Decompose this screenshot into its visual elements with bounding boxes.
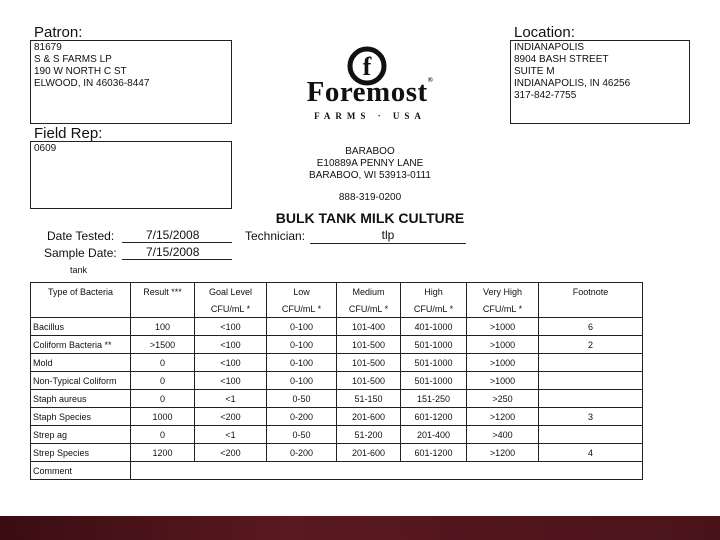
report-title: BULK TANK MILK CULTURE <box>275 210 465 226</box>
table-cell <box>539 426 643 444</box>
table-cell: 0 <box>131 354 195 372</box>
table-cell: 0 <box>131 390 195 408</box>
table-cell: 4 <box>539 444 643 462</box>
header-cell: Low <box>267 283 337 301</box>
bacteria-name-cell: Mold <box>31 354 131 372</box>
table-cell: 0-200 <box>267 444 337 462</box>
table-cell: >1500 <box>131 336 195 354</box>
table-cell: <1 <box>195 426 267 444</box>
table-cell: >1200 <box>467 444 539 462</box>
lab-line: BARABOO <box>345 146 395 157</box>
table-cell: 501-1000 <box>401 372 467 390</box>
bacteria-name-cell: Coliform Bacteria ** <box>31 336 131 354</box>
lab-phone: 888-319-0200 <box>338 192 402 203</box>
table-cell: 0 <box>131 372 195 390</box>
logo-subtitle: FARMS · USA <box>314 111 426 121</box>
field-rep-box <box>30 141 232 209</box>
table-cell: 0 <box>131 426 195 444</box>
table-cell: 501-1000 <box>401 354 467 372</box>
footer-bar <box>0 516 720 540</box>
header-cell: High <box>401 283 467 301</box>
table-cell: <100 <box>195 318 267 336</box>
logo-wordmark <box>299 76 441 109</box>
bacteria-name-cell: Staph aureus <box>31 390 131 408</box>
location-label: Location: <box>514 24 575 41</box>
table-row <box>31 426 643 444</box>
header-cell: Footnote <box>539 283 643 301</box>
table-cell <box>539 372 643 390</box>
table-row <box>31 444 643 462</box>
table-units-row <box>31 300 643 318</box>
patron-label: Patron: <box>34 24 83 41</box>
header-cell: Goal Level <box>195 283 267 301</box>
bacteria-name-cell: Bacillus <box>31 318 131 336</box>
table-row <box>31 318 643 336</box>
unit-cell <box>31 300 131 318</box>
bacteria-name-cell: Strep ag <box>31 426 131 444</box>
header-cell: Medium <box>337 283 401 301</box>
lab-address <box>250 146 490 204</box>
lab-line: BARABOO, WI 53913-0111 <box>309 170 431 181</box>
table-cell: <200 <box>195 444 267 462</box>
table-header-row <box>31 283 643 301</box>
table-cell: >1000 <box>467 336 539 354</box>
table-row <box>31 336 643 354</box>
table-cell: 401-1000 <box>401 318 467 336</box>
sample-date-label: Sample Date: <box>44 246 117 260</box>
patron-line: ELWOOD, IN 46036-8447 <box>34 78 150 89</box>
table-cell: 0-50 <box>267 426 337 444</box>
field-rep-value: 0609 <box>34 143 57 154</box>
unit-cell <box>131 300 195 318</box>
logo-glyph: f <box>362 52 372 81</box>
comment-cell <box>131 462 643 480</box>
table-cell <box>539 390 643 408</box>
table-cell: 2 <box>539 336 643 354</box>
table-cell: <100 <box>195 354 267 372</box>
location-line: SUITE M <box>514 66 555 77</box>
unit-cell: CFU/mL * <box>401 300 467 318</box>
patron-box <box>30 40 232 124</box>
field-rep-label: Field Rep: <box>34 125 103 142</box>
unit-cell: CFU/mL * <box>467 300 539 318</box>
table-cell: <100 <box>195 336 267 354</box>
table-cell: 101-500 <box>337 354 401 372</box>
bacteria-name-cell: Strep Species <box>31 444 131 462</box>
technician-value: tlp <box>310 228 466 244</box>
header-cell: Result *** <box>131 283 195 301</box>
table-cell: <1 <box>195 390 267 408</box>
table-cell: >250 <box>467 390 539 408</box>
table-cell: 0-100 <box>267 372 337 390</box>
table-cell: 100 <box>131 318 195 336</box>
table-cell: 0-100 <box>267 318 337 336</box>
table-cell <box>539 354 643 372</box>
date-tested-value: 7/15/2008 <box>122 228 232 243</box>
location-line: 8904 BASH STREET <box>514 54 609 65</box>
bacteria-name-cell: Staph Species <box>31 408 131 426</box>
sample-date-value: 7/15/2008 <box>122 245 232 260</box>
header-cell: Type of Bacteria <box>31 283 131 301</box>
location-line: 317-842-7755 <box>514 90 577 101</box>
date-tested-label: Date Tested: <box>47 229 115 243</box>
table-cell: 0-100 <box>267 354 337 372</box>
table-cell: >1000 <box>467 372 539 390</box>
table-cell: 101-500 <box>337 372 401 390</box>
table-cell: 151-250 <box>401 390 467 408</box>
table-cell: 101-500 <box>337 336 401 354</box>
table-cell: 201-600 <box>337 444 401 462</box>
logo-word: Foremost <box>306 76 428 108</box>
patron-line: S & S FARMS LP <box>34 54 112 65</box>
table-cell: <200 <box>195 408 267 426</box>
table-cell: 101-400 <box>337 318 401 336</box>
technician-label: Technician: <box>245 229 306 243</box>
table-cell: >400 <box>467 426 539 444</box>
location-line: INDIANAPOLIS <box>514 42 585 53</box>
unit-cell: CFU/mL * <box>337 300 401 318</box>
table-cell: >1200 <box>467 408 539 426</box>
table-cell: <100 <box>195 372 267 390</box>
culture-table <box>30 282 643 480</box>
unit-cell <box>539 300 643 318</box>
bacteria-name-cell: Non-Typical Coliform <box>31 372 131 390</box>
unit-cell: CFU/mL * <box>267 300 337 318</box>
lab-line: E10889A PENNY LANE <box>316 158 424 169</box>
table-row <box>31 390 643 408</box>
table-cell: 501-1000 <box>401 336 467 354</box>
table-cell: 1000 <box>131 408 195 426</box>
table-cell: 1200 <box>131 444 195 462</box>
table-cell: 201-400 <box>401 426 467 444</box>
registered-mark: ® <box>427 76 434 84</box>
patron-line: 190 W NORTH C ST <box>34 66 127 77</box>
comment-row <box>31 462 643 480</box>
table-cell: 601-1200 <box>401 408 467 426</box>
unit-cell: CFU/mL * <box>195 300 267 318</box>
table-cell: 201-600 <box>337 408 401 426</box>
table-cell: 6 <box>539 318 643 336</box>
table-cell: 0-200 <box>267 408 337 426</box>
header-cell: Very High <box>467 283 539 301</box>
table-body <box>31 318 643 462</box>
table-cell: >1000 <box>467 354 539 372</box>
location-box <box>510 40 690 124</box>
table-cell: 601-1200 <box>401 444 467 462</box>
table-cell: 0-100 <box>267 336 337 354</box>
location-line: INDIANAPOLIS, IN 46256 <box>514 78 631 89</box>
comment-label: Comment <box>31 462 131 480</box>
table-row <box>31 408 643 426</box>
sample-type: tank <box>70 265 88 275</box>
patron-line: 81679 <box>34 42 62 53</box>
table-cell: >1000 <box>467 318 539 336</box>
table-row <box>31 372 643 390</box>
table-cell: 3 <box>539 408 643 426</box>
table-cell: 51-150 <box>337 390 401 408</box>
table-cell: 51-200 <box>337 426 401 444</box>
table-row <box>31 354 643 372</box>
table-cell: 0-50 <box>267 390 337 408</box>
